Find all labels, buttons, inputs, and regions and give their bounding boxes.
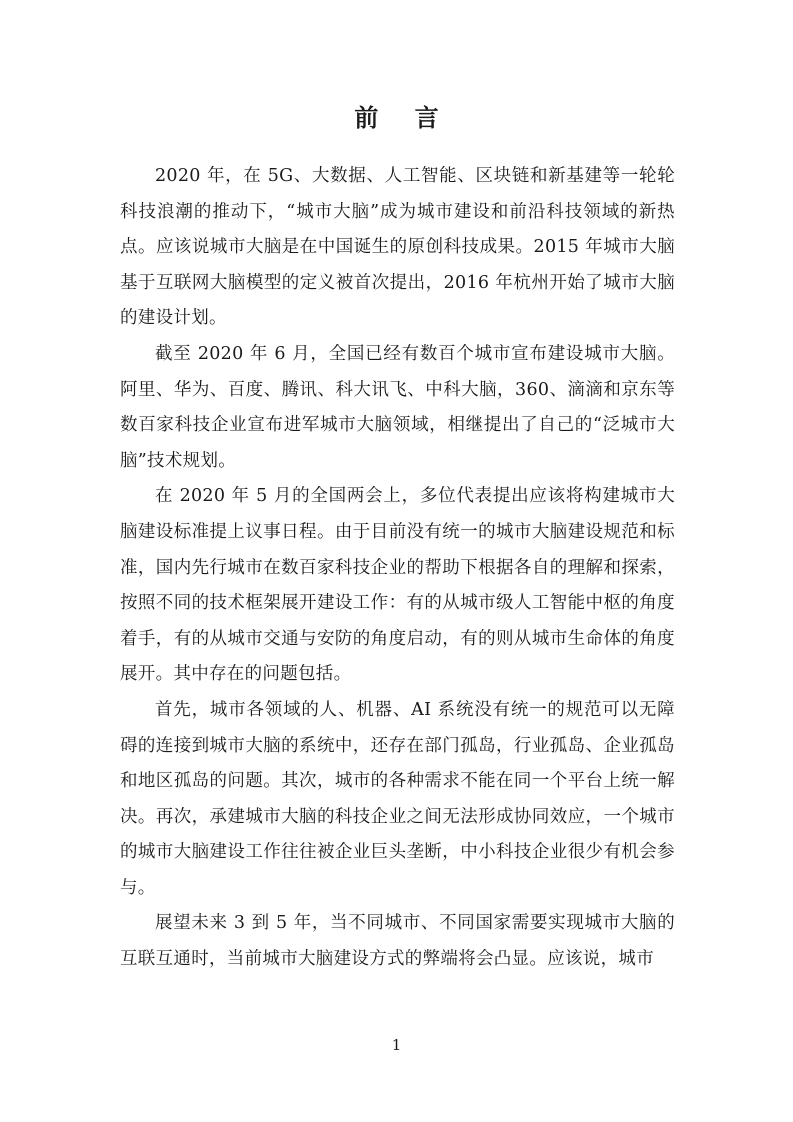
paragraph: 首先，城市各领域的人、机器、AI 系统没有统一的规范可以无障碍的连接到城市大脑的系统中，还存在部门孤岛，行业孤岛、企业孤岛和地区孤岛的问题。其次，城市的各种需求不能在同一个平台上统一解决。再次，承建城市大脑的科技企业之间无法形成协同效应，一个城市的城市大脑建设工作往往被企业巨头垄断，中小科技企业很少有机会参与。 [120,699,675,898]
paragraph: 截至 2020 年 6 月，全国已经有数百个城市宣布建设城市大脑。阿里、华为、百度、腾讯、科大讯飞、中科大脑，360、滴滴和京东等数百家科技企业宣布进军城市大脑领域，相继提出了自己的“泛城市大脑”技术规划。 [120,343,675,471]
paragraph: 展望未来 3 到 5 年，当不同城市、不同国家需要实现城市大脑的互联互通时，当前城市大脑建设方式的弊端将会凸显。应该说，城市 [120,913,675,970]
paragraph: 在 2020 年 5 月的全国两会上，多位代表提出应该将构建城市大脑建设标准提上议事日程。由于目前没有统一的城市大脑建设规范和标准，国内先行城市在数百家科技企业的帮助下根据各自的理解和探索，按照不同的技术框架展开建设工作：有的从城市级人工智能中枢的角度着手，有的从城市交通与安防的角度启动，有的则从城市生命体的角度展开。其中存在的问题包括。 [120,486,675,685]
page-title: 前 言 [354,103,453,132]
body-text [120,159,675,978]
page-number: 1 [391,1036,402,1054]
paragraph: 2020 年，在 5G、大数据、人工智能、区块链和新基建等一轮轮科技浪潮的推动下，“城市大脑”成为城市建设和前沿科技领域的新热点。应该说城市大脑是在中国诞生的原创科技成果。2015 年城市大脑基于互联网大脑模型的定义被首次提出，2016 年杭州开始了城市大脑的建设计划。 [120,166,675,329]
